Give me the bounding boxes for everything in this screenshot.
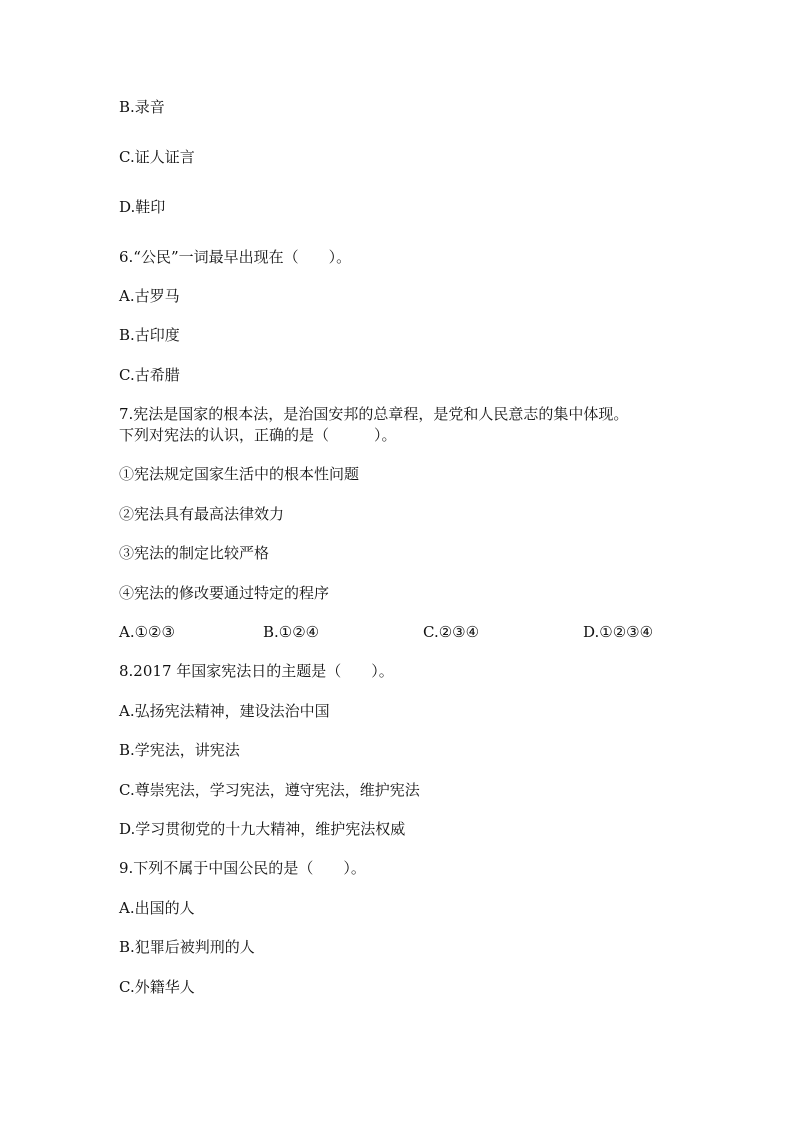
- q7-option-a: A.①②③: [119, 623, 175, 641]
- q5-option-d: D.鞋印: [119, 198, 166, 216]
- q7-statement-2: ②宪法具有最高法律效力: [119, 505, 285, 523]
- q7-option-b: B.①②④: [263, 623, 320, 641]
- q7-option-d: D.①②③④: [583, 623, 654, 641]
- q9-stem: 9.下列不属于中国公民的是（ ）。: [119, 859, 366, 877]
- q7-stem-line1: 7.宪法是国家的根本法，是治国安邦的总章程，是党和人民意志的集中体现。: [119, 405, 629, 423]
- q8-option-b: B.学宪法，讲宪法: [119, 741, 240, 759]
- q7-statement-3: ③宪法的制定比较严格: [119, 544, 270, 562]
- q6-stem: 6.“公民”一词最早出现在（ ）。: [119, 248, 352, 266]
- q7-stem-line2: 下列对宪法的认识，正确的是（ ）。: [119, 426, 397, 444]
- q7-statement-4: ④宪法的修改要通过特定的程序: [119, 584, 330, 602]
- q6-option-a: A.古罗马: [119, 287, 180, 305]
- q8-option-d: D.学习贯彻党的十九大精神，维护宪法权威: [119, 820, 406, 838]
- q7-option-c: C.②③④: [423, 623, 480, 641]
- q9-option-c: C.外籍华人: [119, 978, 195, 996]
- q8-stem: 8.2017 年国家宪法日的主题是（ ）。: [119, 662, 394, 680]
- q7-statement-1: ①宪法规定国家生活中的根本性问题: [119, 465, 360, 483]
- q7-options-row: [119, 622, 719, 642]
- q8-option-a: A.弘扬宪法精神，建设法治中国: [119, 702, 330, 720]
- q5-option-c: C.证人证言: [119, 148, 195, 166]
- q5-option-b: B.录音: [119, 98, 165, 116]
- q8-option-c: C.尊崇宪法，学习宪法，遵守宪法，维护宪法: [119, 781, 420, 799]
- q9-option-b: B.犯罪后被判刑的人: [119, 938, 255, 956]
- q6-option-c: C.古希腊: [119, 366, 180, 384]
- q6-option-b: B.古印度: [119, 326, 180, 344]
- q9-option-a: A.出国的人: [119, 899, 195, 917]
